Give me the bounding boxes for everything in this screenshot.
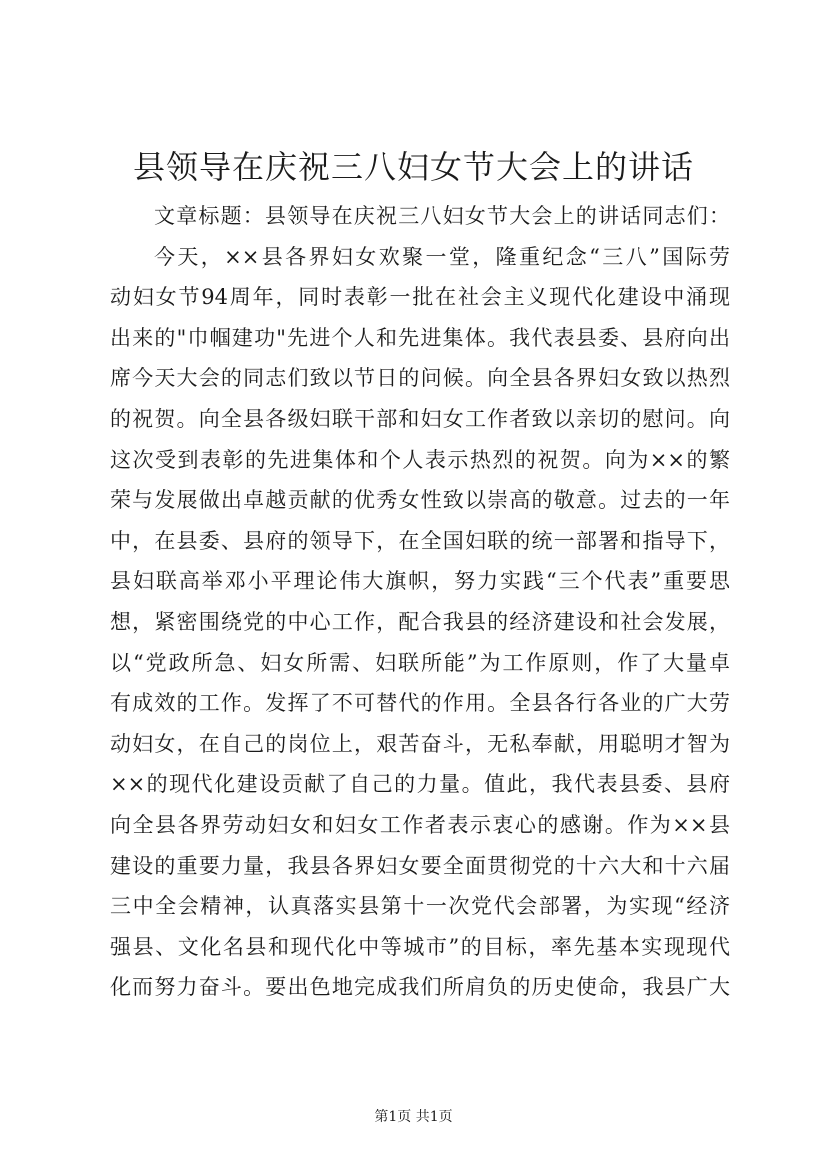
body-line: 动妇女节94周年，同时表彰一批在社会主义现代化建设中涌现 — [110, 285, 730, 310]
page-number-footer: 第1页 共1页 — [374, 1109, 453, 1125]
body-line: 以“党政所急、妇女所需、妇联所能”为工作原则，作了大量卓 — [110, 650, 730, 675]
body-line: 向全县各界劳动妇女和妇女工作者表示衷心的感谢。作为××县 — [110, 812, 730, 837]
document-title: 县领导在庆祝三八妇女节大会上的讲话 — [132, 148, 694, 186]
body-line: 三中全会精神，认真落实县第十一次党代会部署，为实现“经济 — [110, 894, 730, 919]
body-line: 的祝贺。向全县各级妇联干部和妇女工作者致以亲切的慰问。向 — [110, 406, 730, 431]
document-body — [110, 196, 730, 1008]
body-line: 县妇联高举邓小平理论伟大旗帜，努力实践“三个代表”重要思 — [110, 569, 730, 594]
body-line: 化而努力奋斗。要出色地完成我们所肩负的历史使命，我县广大 — [110, 975, 730, 1000]
body-line: 中，在县委、县府的领导下，在全国妇联的统一部署和指导下， — [110, 528, 730, 553]
body-line: 有成效的工作。发挥了不可替代的作用。全县各行各业的广大劳 — [110, 691, 730, 716]
body-line: 文章标题：县领导在庆祝三八妇女节大会上的讲话同志们： — [154, 204, 730, 228]
body-line: 这次受到表彰的先进集体和个人表示热烈的祝贺。向为××的繁 — [110, 447, 730, 472]
body-line: 荣与发展做出卓越贡献的优秀女性致以崇高的敬意。过去的一年 — [110, 488, 730, 513]
body-line: 出来的"巾帼建功"先进个人和先进集体。我代表县委、县府向出 — [110, 325, 730, 350]
body-line: 今天，××县各界妇女欢聚一堂，隆重纪念“三八”国际劳 — [154, 244, 730, 269]
body-line: 建设的重要力量，我县各界妇女要全面贯彻党的十六大和十六届 — [110, 853, 730, 878]
body-line: ××的现代化建设贡献了自己的力量。值此，我代表县委、县府 — [110, 772, 730, 797]
body-line: 强县、文化名县和现代化中等城市”的目标，率先基本实现现代 — [110, 934, 730, 959]
body-line: 席今天大会的同志们致以节日的问候。向全县各界妇女致以热烈 — [110, 366, 730, 391]
body-line: 动妇女，在自己的岗位上，艰苦奋斗，无私奉献，用聪明才智为 — [110, 731, 730, 756]
body-line: 想，紧密围绕党的中心工作，配合我县的经济建设和社会发展， — [110, 609, 730, 634]
